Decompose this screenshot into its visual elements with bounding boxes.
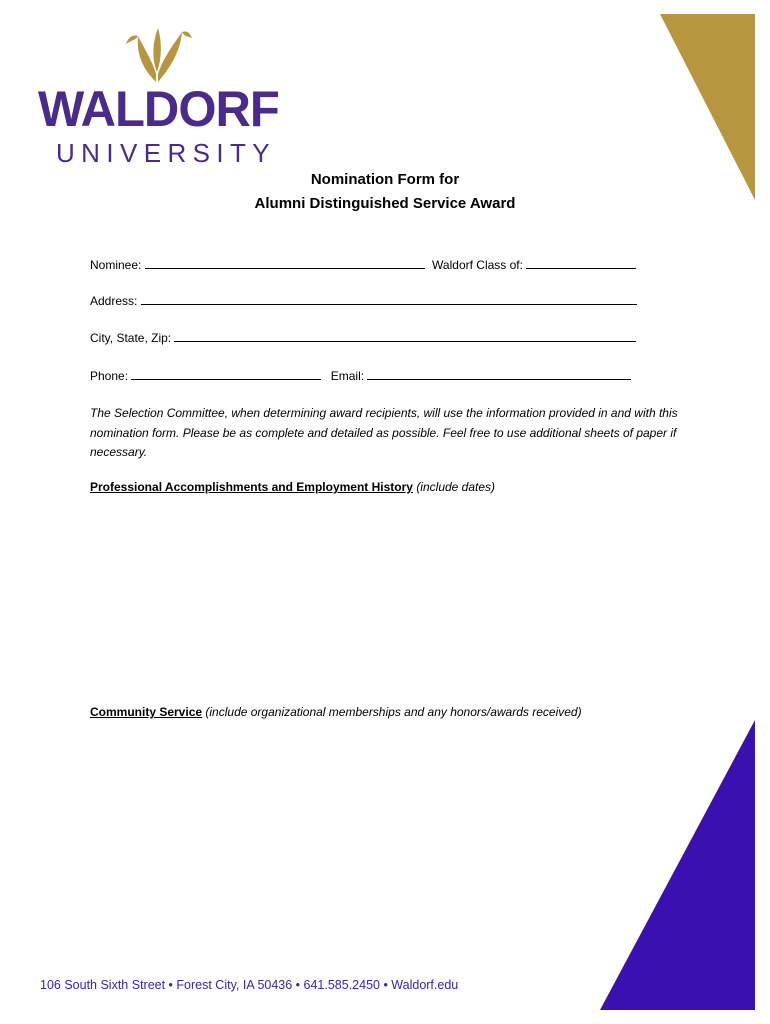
address-field[interactable] xyxy=(141,293,637,305)
flame-leaf-icon xyxy=(122,22,192,84)
professional-section-header xyxy=(90,480,495,494)
gold-corner-triangle xyxy=(660,14,760,204)
purple-corner-triangle xyxy=(600,720,760,1010)
professional-note: (include dates) xyxy=(416,480,496,494)
community-heading: Community Service xyxy=(90,705,203,719)
city-state-zip-field[interactable] xyxy=(174,330,636,342)
university-logo xyxy=(38,22,278,167)
logo-wordmark: WALDORF xyxy=(38,81,279,137)
community-note: (include organizational memberships and any honors/awards received) xyxy=(205,705,582,719)
email-field[interactable] xyxy=(367,368,631,380)
professional-heading: Professional Accomplishments and Employment History xyxy=(90,480,413,494)
email-label: Email: xyxy=(330,369,365,383)
class-of-field[interactable] xyxy=(526,257,636,269)
community-section-header xyxy=(90,705,582,719)
city-state-zip-label: City, State, Zip: xyxy=(90,331,172,345)
form-title-line1: Nomination Form for xyxy=(310,171,460,188)
nominee-label: Nominee: xyxy=(90,258,142,272)
phone-field[interactable] xyxy=(131,368,321,380)
logo-subtitle: UNIVERSITY xyxy=(56,138,277,168)
address-row xyxy=(90,293,637,308)
form-title-line2: Alumni Distinguished Service Award xyxy=(254,195,516,212)
footer-address: 106 South Sixth Street • Forest City, IA 50436 • 641.585.2450 • Waldorf.edu xyxy=(40,978,459,992)
nominee-field[interactable] xyxy=(145,257,425,269)
instructions-paragraph: The Selection Committee, when determining award recipients, will use the information provided in and with this nomination form. Please be as complete and detailed as possible. Feel free to use additional sheets of paper if necessary. xyxy=(90,406,678,459)
city-row xyxy=(90,330,636,345)
address-label: Address: xyxy=(90,294,138,308)
nominee-row xyxy=(90,257,636,272)
class-of-label: Waldorf Class of: xyxy=(432,258,523,272)
phone-label: Phone: xyxy=(90,369,129,383)
contact-row xyxy=(90,368,631,383)
